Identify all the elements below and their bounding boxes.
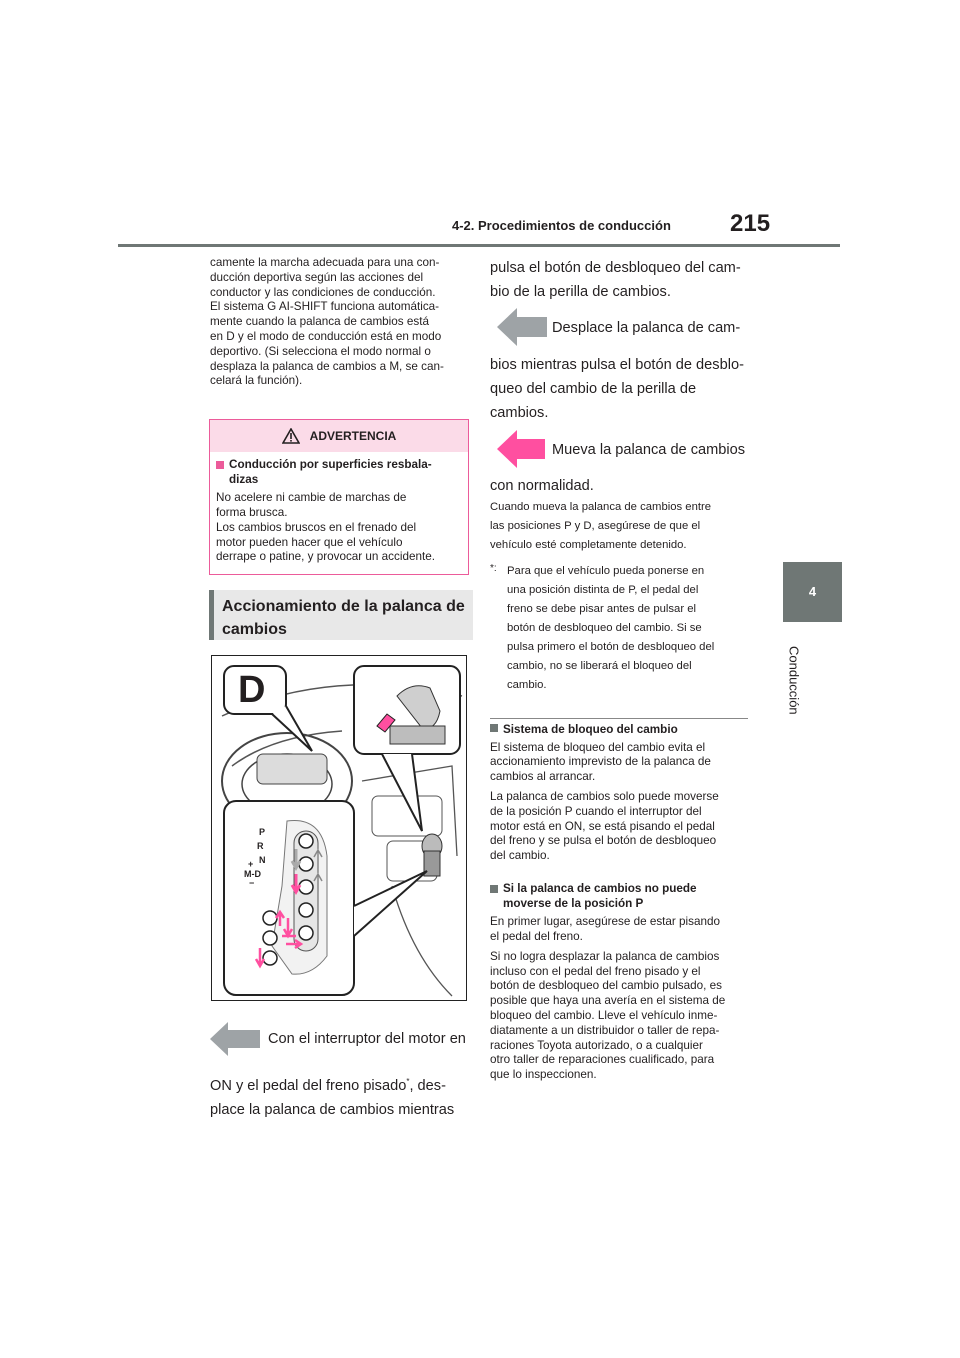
section-divider xyxy=(490,718,748,719)
stuck-in-p-para-1 xyxy=(490,915,752,945)
text-fragment: ON y el pedal del freno pisado xyxy=(210,1077,407,1094)
warning-subtitle xyxy=(216,458,462,487)
text-line: La palanca de cambios solo puede moverse xyxy=(490,789,719,803)
text-line: moverse de la posición P xyxy=(503,896,644,910)
step-arrow-pink-icon xyxy=(497,430,545,468)
text-line: cambios al arrancar. xyxy=(490,770,596,784)
step-1-end xyxy=(490,256,760,304)
text-line: bios mientras pulsa el botón de desblo- xyxy=(490,357,744,373)
note-paragraph xyxy=(490,498,760,555)
text-line: del freno y se pulsa el botón de desbloqueo xyxy=(490,834,717,848)
text-line: derrape o patine, y provocar un accidente. xyxy=(216,550,435,564)
gear-p-label: P xyxy=(259,827,266,837)
text-line: una posición distinta de P, el pedal del xyxy=(507,584,699,596)
text-line: en D y el modo de conducción está en modo xyxy=(210,329,442,343)
footnote xyxy=(490,562,760,695)
text-line: cambio. xyxy=(507,679,547,691)
chapter-label: Conducción xyxy=(786,646,802,715)
warning-body xyxy=(216,491,462,565)
text-line: raciones Toyota autorizado, o a cualquier xyxy=(490,1038,703,1052)
warning-header xyxy=(210,420,468,452)
text-line: botón de desbloqueo del cambio. Si se xyxy=(507,622,702,634)
gear-n-label: N xyxy=(259,855,266,865)
text-line xyxy=(210,1070,480,1098)
step-arrow-gray-icon xyxy=(497,308,547,346)
text-line: Para que el vehículo pueda ponerse en xyxy=(507,565,705,577)
text-line: bloqueo del cambio. Lleve el vehículo inme- xyxy=(490,1008,718,1022)
footnote-marker: * xyxy=(406,1077,410,1086)
step-3-text: Mueva la palanca de cambios xyxy=(552,442,746,458)
text-line: Si la palanca de cambios no puede xyxy=(503,882,697,895)
footnote-marker: *: xyxy=(490,563,497,574)
text-line: Los cambios bruscos en el frenado del xyxy=(216,520,417,534)
gear-minus-label: − xyxy=(249,878,255,888)
step-3-continued xyxy=(490,474,760,498)
text-fragment: , des- xyxy=(409,1077,446,1094)
text-line: cambios xyxy=(222,621,287,638)
text-line: que lo inspeccionen. xyxy=(490,1068,597,1082)
text-line: dizas xyxy=(229,472,259,486)
text-line: Si no logra desplazar la palanca de cambios xyxy=(490,949,720,963)
text-line: incluso con el pedal del freno pisado y el xyxy=(490,964,701,978)
step-2-continued xyxy=(490,353,760,425)
text-line: motor está en ON, se está pisando el pedal xyxy=(490,819,715,833)
section-title: 4-2. Procedimientos de conducción xyxy=(452,218,671,233)
stuck-in-p-section xyxy=(490,882,752,1083)
text-line: No acelere ni cambie de marchas de xyxy=(216,491,407,505)
text-line: bio de la perilla de cambios. xyxy=(490,284,671,300)
step-2-text: Desplace la palanca de cam- xyxy=(552,320,741,336)
page-number: 215 xyxy=(730,210,771,237)
text-line: conductor y las condiciones de conducción. xyxy=(210,285,436,299)
text-line: motor pueden hacer que el vehículo xyxy=(216,535,403,549)
intro-paragraph xyxy=(210,256,480,389)
text-line: ducción deportiva según las acciones del xyxy=(210,270,424,284)
shift-lever-illustration xyxy=(211,655,467,1001)
text-line: de la posición P cuando el interruptor del xyxy=(490,804,702,818)
title-text: Sistema de bloqueo del cambio xyxy=(503,723,678,736)
shift-lock-section xyxy=(490,723,752,864)
step-2-row xyxy=(497,308,757,346)
gear-r-label: R xyxy=(257,841,264,851)
bullet-square-icon xyxy=(216,461,224,469)
section-heading xyxy=(209,590,473,640)
text-line: En primer lugar, asegúrese de estar pisando xyxy=(490,915,720,929)
text-line: pulsa el botón de desbloqueo del cam- xyxy=(490,260,741,276)
step-arrow-gray-icon xyxy=(210,1022,260,1056)
text-line: El sistema G AI-SHIFT funciona automática- xyxy=(210,300,440,314)
text-line: camente la marcha adecuada para una con- xyxy=(210,256,440,269)
shift-lock-para-2 xyxy=(490,790,752,864)
gear-d-callout: D xyxy=(238,669,266,711)
text-line: forma brusca. xyxy=(216,505,288,519)
text-line: celará la función). xyxy=(210,374,303,388)
warning-box xyxy=(209,419,469,575)
warning-triangle-icon xyxy=(282,428,300,444)
bullet-square-icon xyxy=(490,724,498,732)
text-line: place la palanca de cambios mientras xyxy=(210,1101,455,1118)
step-1-continued xyxy=(210,1070,480,1122)
text-line: con normalidad. xyxy=(490,478,594,494)
chapter-tab: 4 xyxy=(783,562,842,622)
text-line: botón de desbloqueo del cambio pulsado, es xyxy=(490,979,722,993)
text-line: diatamente a un distribuidor o taller de repa- xyxy=(490,1023,720,1037)
text-line: cambio, no se liberará el bloqueo del xyxy=(507,660,692,672)
text-line: pulsa primero el botón de desbloqueo del xyxy=(507,641,715,653)
gear-md-label: M-D xyxy=(244,869,261,879)
step-1-text: Con el interruptor del motor en xyxy=(268,1031,466,1047)
text-line: las posiciones P y D, asegúrese de que el xyxy=(490,520,701,532)
text-line: desplaza la palanca de cambios a M, se can- xyxy=(210,359,444,373)
text-line: del cambio. xyxy=(490,849,550,863)
shift-lock-title xyxy=(490,723,752,738)
text-line: deportivo. (Si selecciona el modo normal o xyxy=(210,344,431,358)
header-divider xyxy=(118,244,840,247)
bullet-square-icon xyxy=(490,885,498,893)
text-line: cambios. xyxy=(490,405,549,421)
footnote-asterisk: * xyxy=(490,563,494,574)
stuck-in-p-title xyxy=(490,882,752,911)
text-line: otro taller de reparaciones cualificado, para xyxy=(490,1053,715,1067)
text-line: freno se debe pisar antes de pulsar el xyxy=(507,603,697,615)
text-line: Conducción por superficies resbala- xyxy=(229,458,432,471)
text-line: el pedal del freno. xyxy=(490,929,583,943)
text-line: El sistema de bloqueo del cambio evita el xyxy=(490,740,706,754)
warning-title: ADVERTENCIA xyxy=(309,429,397,443)
stuck-in-p-para-2 xyxy=(490,950,752,1083)
text-line: queo del cambio de la perilla de xyxy=(490,381,697,397)
shift-lock-para-1 xyxy=(490,741,752,785)
gear-plus-label: + xyxy=(248,859,254,869)
text-line: vehículo esté completamente detenido. xyxy=(490,539,687,551)
text-line: Cuando mueva la palanca de cambios entre xyxy=(490,501,712,513)
text-line: posible que haya una avería en el sistema de xyxy=(490,994,726,1008)
text-line: accionamiento imprevisto de la palanca de xyxy=(490,755,711,769)
step-3-row xyxy=(497,430,757,468)
step-1-row xyxy=(210,1022,472,1056)
text-line: Accionamiento de la palanca de xyxy=(222,598,465,615)
text-line: mente cuando la palanca de cambios está xyxy=(210,315,429,329)
